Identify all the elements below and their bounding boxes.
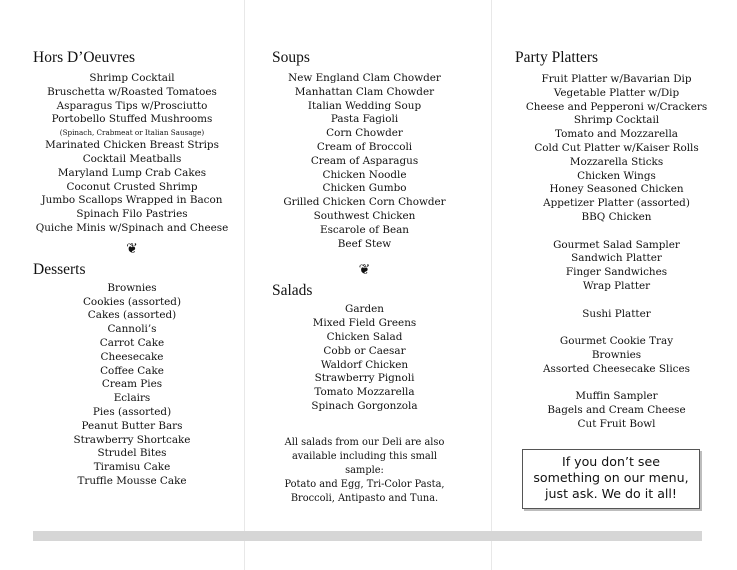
list-item: Carrot Cake [99,336,165,349]
salads-note-line: All salads from our Deli are also [284,436,445,448]
salads-list [272,303,457,413]
list-item: Cheesecake [100,350,164,363]
list-item: Cream Pies [101,378,163,391]
list-spacer [515,321,718,335]
list-item: Honey Seasoned Chicken [549,183,684,196]
list-item: Strawberry Pignoli [314,372,415,385]
list-item: Tiramisu Cake [93,461,171,474]
column-middle [272,44,457,506]
list-item: Shrimp Cocktail [89,72,175,84]
list-item: Mixed Field Greens [312,317,417,330]
list-item: Tomato Mozzarella [314,386,415,399]
list-item: Beef Stew [337,237,392,250]
list-item: Chicken Gumbo [322,182,407,195]
list-item-note: (Spinach, Crabmeat or Italian Sausage) [59,128,205,138]
list-item: Cookies (assorted) [82,295,182,308]
hors-doeuvres-heading: Hors D’Oeuvres [33,49,136,66]
list-item: Corn Chowder [326,127,403,140]
list-item: Maryland Lump Crab Cakes [57,166,207,179]
list-item: Cold Cut Platter w/Kaiser Rolls [534,141,699,154]
list-item: Peanut Butter Bars [81,419,183,432]
list-item: Bruschetta w/Roasted Tomatoes [47,85,217,98]
list-item: Italian Wedding Soup [307,99,422,112]
list-item: Muffin Sampler [575,390,658,403]
list-spacer [515,294,718,308]
party-platters-list [515,73,718,432]
list-item: Appetizer Platter (assorted) [543,197,690,210]
list-item: Gourmet Salad Sampler [553,238,680,251]
list-item: Cheese and Pepperoni w/Crackers [525,100,708,113]
ask-us-callout-box [522,449,700,509]
desserts-list [33,282,231,489]
list-item: Asparagus Tips w/Prosciutto [56,99,208,112]
list-item: Fruit Platter w/Bavarian Dip [541,73,692,85]
list-item: Coffee Cake [100,364,164,377]
list-item: Cream of Asparagus [310,154,419,167]
list-item: Shrimp Cocktail [573,114,660,127]
fold-line-right [491,0,492,570]
list-item: Strudel Bites [97,447,167,460]
desserts-heading: Desserts [33,260,86,278]
flourish-ornament-icon: ❦ [358,262,371,279]
list-item: Manhattan Clam Chowder [294,85,435,98]
list-item: Southwest Chicken [313,209,416,222]
list-item: Waldorf Chicken [320,358,409,371]
salads-note-line: available including this small sample: [291,450,438,476]
list-item: Brownies [107,281,157,294]
soups-heading: Soups [272,49,310,66]
list-item: Marinated Chicken Breast Strips [45,139,219,152]
party-platters-heading: Party Platters [515,49,599,66]
callout-line: just ask. We do it all! [545,486,677,501]
callout-line: something on our menu, [533,470,689,485]
list-item: Bagels and Cream Cheese [547,404,686,417]
list-item: Chicken Salad [326,330,403,343]
list-item: Strawberry Shortcake [73,433,191,446]
fold-line-left [244,0,245,570]
flourish-ornament-icon: ❦ [126,240,138,257]
list-item: Pasta Fagioli [330,113,399,126]
list-item: Garden [345,303,384,316]
column-left [33,44,231,489]
list-item: Spinach Filo Pastries [76,208,188,221]
list-item: Chicken Wings [577,169,656,182]
list-item: Quiche Minis w/Spinach and Cheese [35,221,229,234]
list-item: Cannoli’s [107,323,157,336]
salads-heading: Salads [272,282,313,300]
column-right [515,44,718,432]
list-item: Pies (assorted) [92,405,172,418]
list-item: Cobb or Caesar [323,344,406,357]
list-item: Brownies [591,348,642,361]
list-item: Coconut Crusted Shrimp [66,180,198,193]
callout-line: If you don’t see [562,454,660,469]
list-item: Assorted Cheesecake Slices [543,362,690,375]
list-item: Gourmet Cookie Tray [559,335,674,348]
list-item: Vegetable Platter w/Dip [553,86,680,99]
list-item: New England Clam Chowder [288,72,441,84]
footer-band [33,531,702,541]
list-item: Spinach Gorgonzola [311,399,418,412]
list-item: Portobello Stuffed Mushrooms [51,113,213,126]
list-item: Cream of Broccoli [316,140,413,153]
salads-note-line: Broccoli, Antipasto and Tuna. [290,492,439,504]
list-item: Jumbo Scallops Wrapped in Bacon [41,194,223,207]
list-item: Eclairs [113,392,151,405]
list-item: Mozzarella Sticks [569,155,664,168]
hors-doeuvres-list [33,72,231,236]
list-item: Cocktail Meatballs [82,152,182,165]
salads-note-line: Potato and Egg, Tri-Color Pasta, [284,478,445,490]
list-item: BBQ Chicken [581,210,652,223]
salads-note [272,436,457,506]
list-item: Truffle Mousse Cake [77,474,187,487]
soups-list [272,72,457,251]
list-item: Sushi Platter [582,307,651,320]
list-item: Cakes (assorted) [87,309,177,322]
list-item: Tomato and Mozzarella [555,128,678,141]
list-item: Grilled Chicken Corn Chowder [283,196,446,209]
list-item: Finger Sandwiches [565,266,668,279]
list-item: Wrap Platter [582,279,651,292]
list-item: Chicken Noodle [322,168,407,181]
list-item: Escarole of Bean [319,223,409,236]
list-spacer [515,377,718,391]
list-spacer [515,225,718,239]
list-item: Sandwich Platter [571,252,662,265]
list-item: Cut Fruit Bowl [577,417,656,430]
